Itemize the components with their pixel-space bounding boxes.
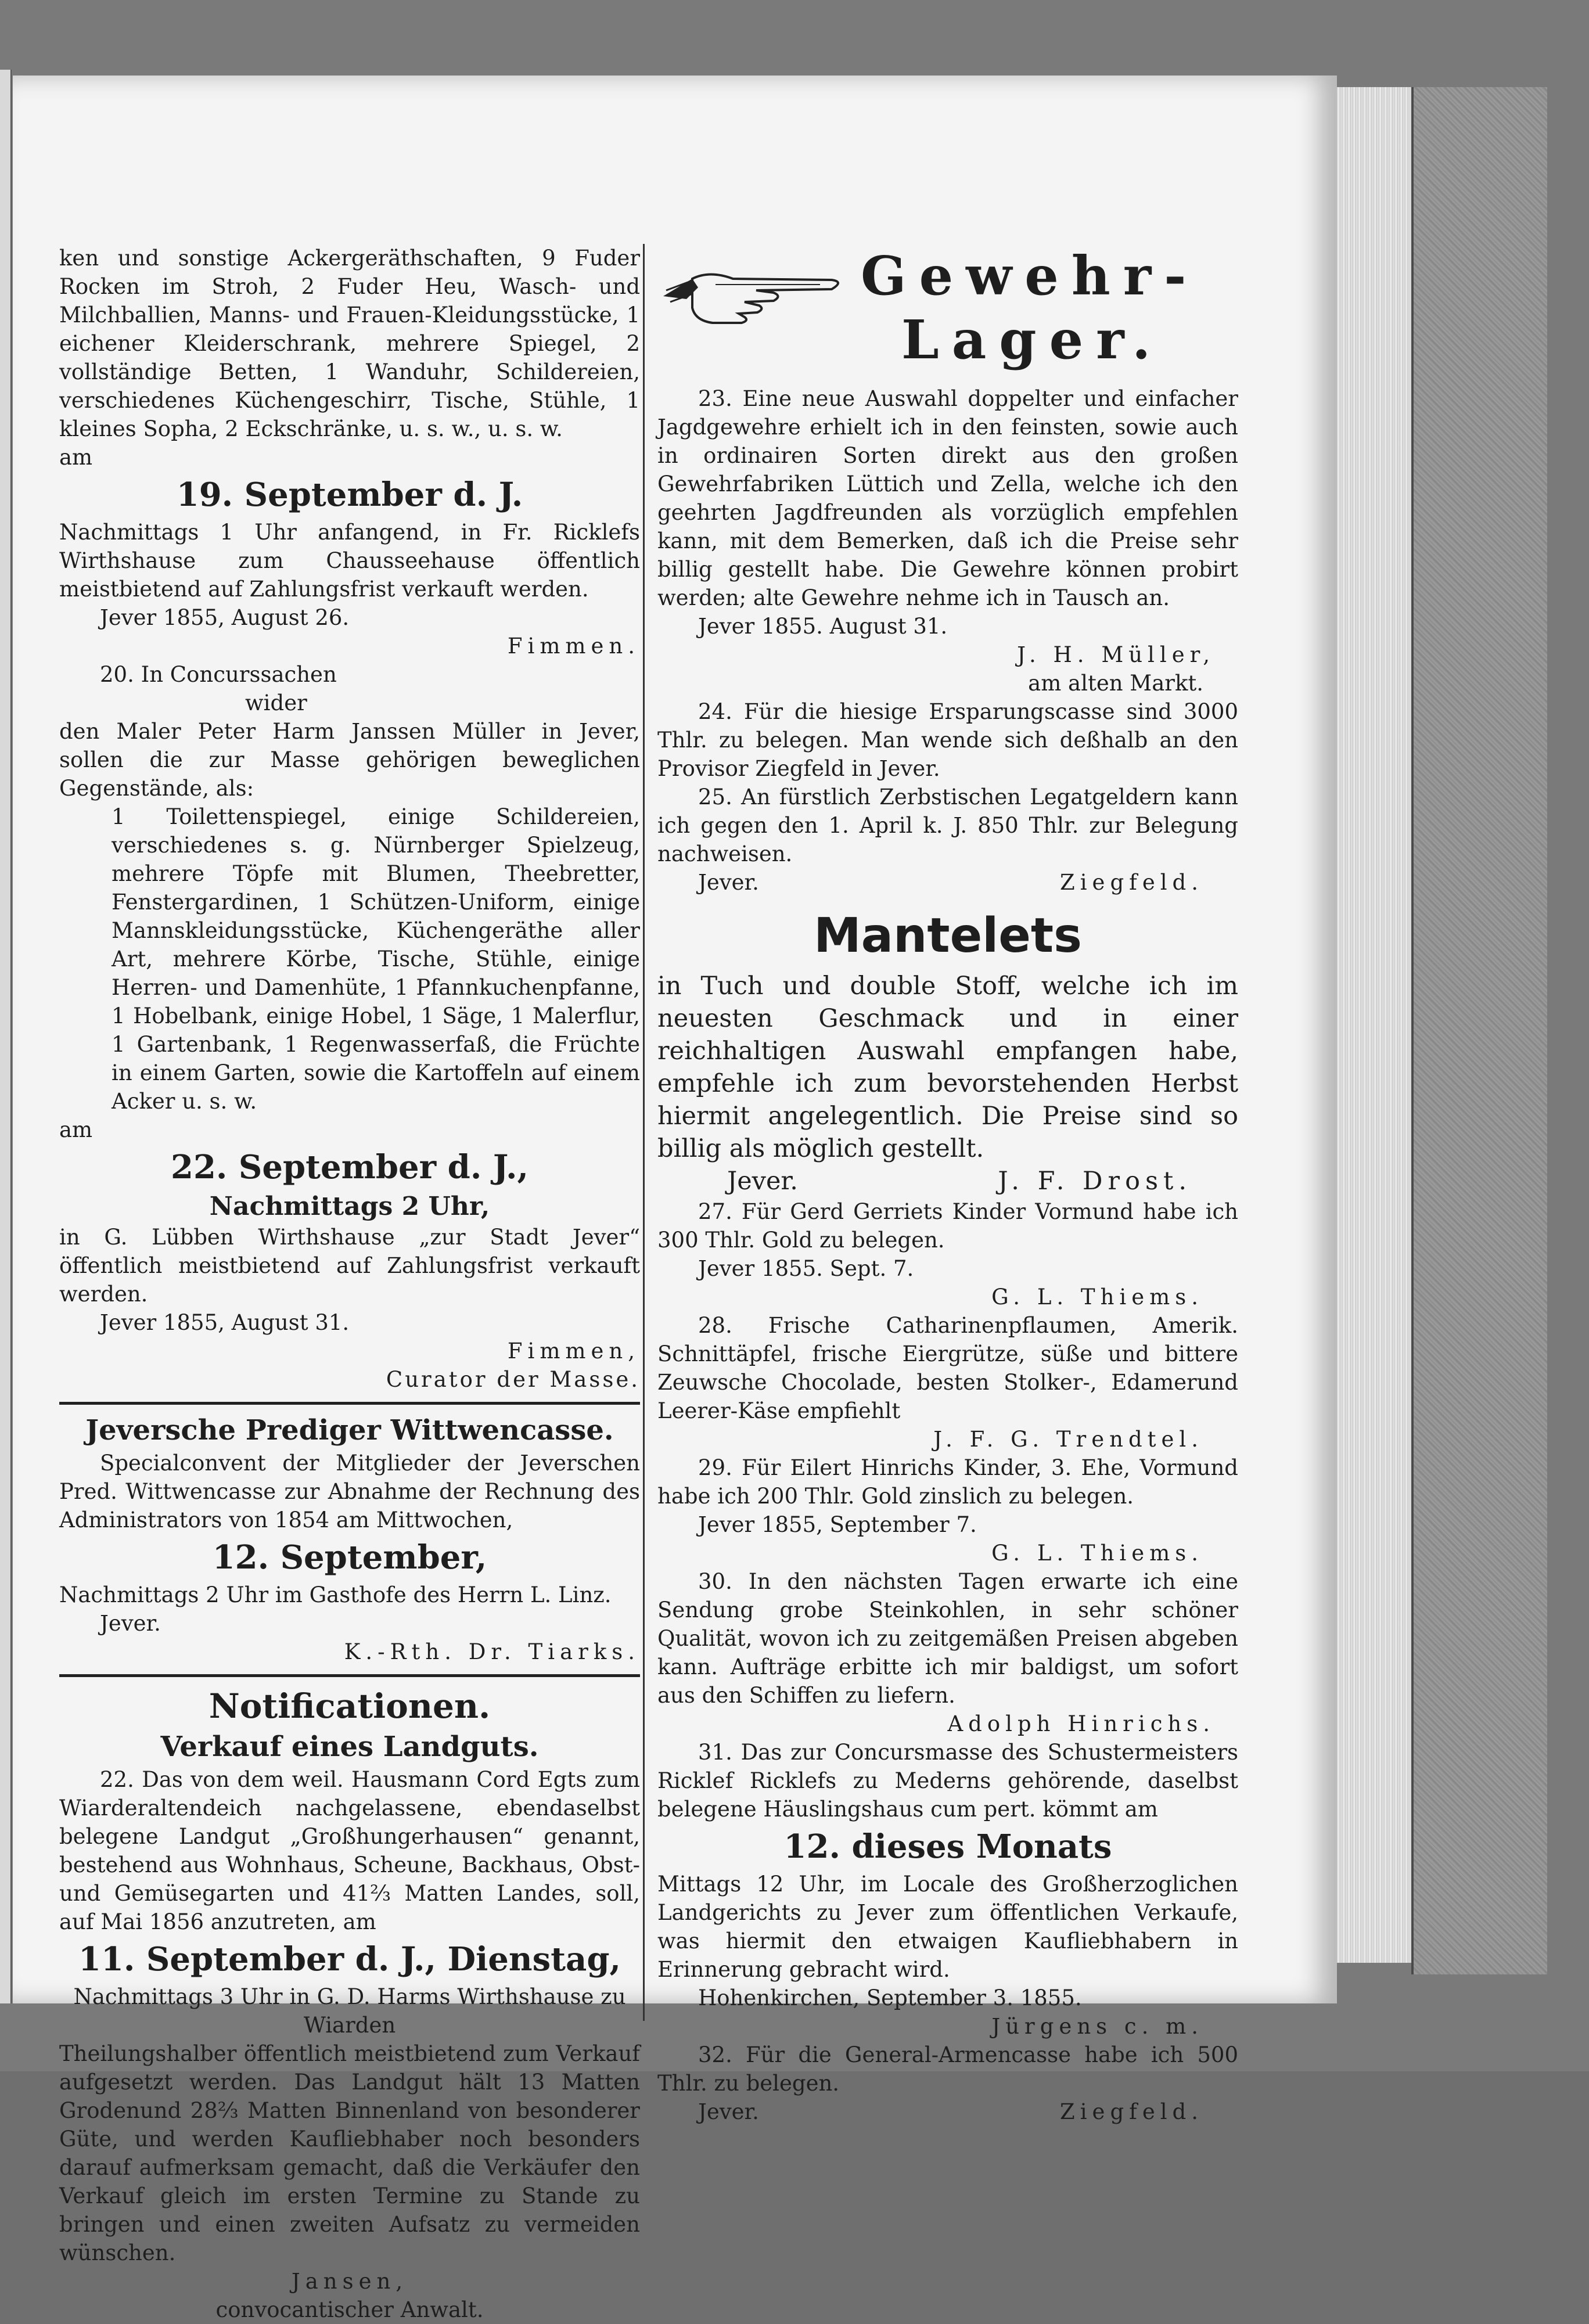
prediger-body: Specialconvent der Mitglieder der Jeverschen Pred. Wittwencasse zur Abnahme der Rechnung des Administrators von 1854 am Mittwochen, bbox=[59, 1451, 640, 1532]
notice-19 bbox=[59, 244, 640, 660]
notice-25-place: Jever. bbox=[698, 870, 759, 895]
notice-32 bbox=[657, 2041, 1238, 2126]
notice-20-signature2: Curator der Masse. bbox=[386, 1367, 640, 1392]
landgut-notice bbox=[59, 1728, 640, 2324]
prediger-signature: K.-Rth. Dr. Tiarks. bbox=[344, 1639, 640, 1664]
mantelets-title: Mantelets bbox=[814, 908, 1082, 963]
notice-25-body: 25. An fürstlich Zerbstischen Legatgeldern kann ich gegen den 1. April k. J. 850 Thlr. zur Belegung nachweisen. bbox=[657, 785, 1238, 866]
mantelets-body: in Tuch und double Stoff, welche ich im neuesten Geschmack und in einer reichhaltigen Auswahl empfangen habe, empfehle ich zum bevorstehenden Herbst hiermit angelegentlich. Die Preise sind so billig als möglich gestellt. bbox=[657, 972, 1238, 1163]
landgut-body: 22. Das von dem weil. Hausmann Cord Egts zum Wiarderaltendeich nachgelassene, ebendaselbst belegene Landgut „Großhungerhausen“ genannt, bestehend aus Wohnhaus, Scheune, Backhaus, Obst- und Gemüsegarten und 41⅔ Matten Landes, soll, auf Mai 1856 anzutreten, am bbox=[59, 1767, 640, 1934]
gewehr-place-date: Jever 1855. August 31. bbox=[698, 614, 948, 639]
right-column bbox=[657, 244, 1238, 2126]
notice-19-place-date: Jever 1855, August 26. bbox=[100, 605, 350, 630]
section-rule bbox=[59, 1674, 640, 1677]
notice-24: 24. Für die hiesige Ersparungscasse sind 3000 Thlr. zu belegen. Man wende sich deßhalb an den Provisor Ziegfeld in Jever. bbox=[657, 699, 1238, 781]
notice-30-body: 30. In den nächsten Tagen erwarte ich eine Sendung grobe Steinkohlen, in sehr schöner Qualität, wovon ich zu zeitgemäßen Preisen abgeben kann. Aufträge erbitte ich mir baldigst, um sofort aus den Schiffen zu liefern. bbox=[657, 1569, 1238, 1708]
page-block-edge bbox=[1330, 87, 1423, 1963]
notice-20-line2: wider bbox=[245, 690, 307, 715]
landgut-title: Verkauf eines Landguts. bbox=[160, 1731, 539, 1763]
prediger-body2: Nachmittags 2 Uhr im Gasthofe des Herrn L. Linz. bbox=[59, 1582, 612, 1607]
book-cover bbox=[1411, 87, 1547, 1974]
landgut-date: 11. September d. J., Dienstag, bbox=[78, 1940, 621, 1978]
landgut-body2: Nachmittags 3 Uhr in G. D. Harms Wirthshause zu Wiarden bbox=[73, 1984, 626, 2038]
landgut-body3: Theilungshalber öffentlich meistbietend zum Verkauf aufgesetzt werden. Das Landgut hält 13 Matten Grodenund 28⅔ Matten Binnenland von besonderer Güte, und werden Kaufliebhaber noch besonders darauf aufmerksam gemacht, daß die Verkäufer den Verkauf gleich im ersten Termine zu Stande zu bringen und einen zweiten Aufsatz zu vermeiden wünschen. bbox=[59, 2041, 640, 2265]
notice-27-place-date: Jever 1855. Sept. 7. bbox=[698, 1256, 914, 1281]
landgut-signature1: Jansen, bbox=[291, 2269, 408, 2294]
notice-25-signature: Ziegfeld. bbox=[1060, 870, 1203, 895]
notice-20-items: 1 Toilettenspiegel, einige Schildereien, verschiedenes s. g. Nürnberger Spielzeug, mehrere Töpfe mit Blumen, Theebretter, Fenstergardinen, 1 Schützen-Uniform, einige Mannskleidungsstücke, Küchengeräthe aller Art, mehrere Körbe, Tische, Stühle, einige Herren- und Damenhüte, 1 Pfannkuchenpfanne, 1 Hobelbank, einige Hobel, 1 Säge, 1 Malerflur, 1 Gartenbank, 1 Regenwasserfaß, die Früchte in einem Garten, sowie die Kartoffeln auf einem Acker u. s. w. bbox=[112, 804, 640, 1114]
notice-30 bbox=[657, 1567, 1238, 1738]
notice-20-am: am bbox=[59, 1117, 93, 1142]
notice-20-body2: in G. Lübben Wirthshause „zur Stadt Jever“ öffentlich meistbietend auf Zahlungsfrist verkauft werden. bbox=[59, 1225, 640, 1307]
notice-27 bbox=[657, 1197, 1238, 1311]
gewehr-signature2: am alten Markt. bbox=[1028, 671, 1203, 696]
landgut-signature2: convocantischer Anwalt. bbox=[215, 2297, 484, 2322]
notice-31 bbox=[657, 1738, 1238, 2041]
notice-25 bbox=[657, 783, 1238, 897]
notice-31-body2: Mittags 12 Uhr, im Locale des Großherzoglichen Landgerichts zu Jever zum öffentlichen Verkaufe, was hiermit den etwaigen Kaufliebhabern in Erinnerung gebracht wird. bbox=[657, 1872, 1238, 1982]
notifications-heading: Notificationen. bbox=[208, 1686, 491, 1726]
notice-25-footer bbox=[657, 868, 1238, 897]
notice-19-date: 19. September d. J. bbox=[176, 476, 523, 514]
notice-20 bbox=[59, 660, 640, 1394]
notice-31-place-date: Hohenkirchen, September 3. 1855. bbox=[698, 1985, 1082, 2010]
prediger-place: Jever. bbox=[100, 1611, 161, 1636]
notice-29-body: 29. Für Eilert Hinrichs Kinder, 3. Ehe, Vormund habe ich 200 Thlr. Gold zinslich zu belegen. bbox=[657, 1455, 1238, 1509]
gewehr-title: Gewehr- bbox=[861, 244, 1199, 307]
notice-32-footer bbox=[657, 2098, 1238, 2126]
column-divider bbox=[643, 244, 645, 2021]
lager-title: Lager. bbox=[901, 308, 1164, 371]
notice-19-items: ken und sonstige Ackergeräthschaften, 9 Fuder Rocken im Stroh, 2 Fuder Heu, Wasch- und Milchballien, Manns- und Frauen-Kleidungsstücke, 1 eichener Kleiderschrank, mehrere Spiegel, 2 vollständige Betten, 1 Wanduhr, Schildereien, verschiedenes Küchengeschirr, Tische, Stühle, 1 kleines Sopha, 2 Eckschränke, u. s. w., u. s. w. bbox=[59, 246, 640, 441]
notice-20-body: den Maler Peter Harm Janssen Müller in Jever, sollen die zur Masse gehörigen beweglichen Gegenstände, als: bbox=[59, 719, 640, 801]
notice-28 bbox=[657, 1311, 1238, 1454]
previous-page-edge bbox=[0, 70, 12, 2003]
gewehr-signature1: J. H. Müller, bbox=[1017, 642, 1215, 667]
prediger-date: 12. September, bbox=[212, 1538, 487, 1577]
gewehr-notice bbox=[657, 244, 1238, 697]
newspaper-page bbox=[13, 75, 1337, 2322]
mantelets-footer bbox=[657, 1165, 1238, 1197]
notice-29 bbox=[657, 1454, 1238, 1567]
notice-31-body: 31. Das zur Concursmasse des Schustermeisters Ricklef Ricklefs zu Mederns gehörende, daselbst belegene Häuslingshaus cum pert. kömmt am bbox=[657, 1740, 1238, 1822]
notice-27-signature: G. L. Thiems. bbox=[991, 1285, 1203, 1310]
notice-20-date: 22. September d. J., bbox=[171, 1148, 529, 1186]
notice-27-body: 27. Für Gerd Gerriets Kinder Vormund habe ich 300 Thlr. Gold zu belegen. bbox=[657, 1199, 1238, 1253]
section-rule bbox=[59, 1402, 640, 1405]
notice-19-am: am bbox=[59, 445, 93, 470]
notice-29-place-date: Jever 1855, September 7. bbox=[698, 1512, 977, 1537]
notice-31-date: 12. dieses Monats bbox=[783, 1827, 1112, 1866]
gewehr-header bbox=[657, 244, 1238, 377]
notice-20-line1: 20. In Concurssachen bbox=[100, 662, 337, 687]
notice-32-signature: Ziegfeld. bbox=[1060, 2099, 1203, 2124]
notice-29-signature: G. L. Thiems. bbox=[991, 1541, 1203, 1566]
mantelets-place: Jever. bbox=[727, 1167, 798, 1196]
notice-20-signature1: Fimmen, bbox=[507, 1339, 640, 1364]
notice-28-signature: J. F. G. Trendtel. bbox=[933, 1427, 1203, 1452]
pointing-hand-icon bbox=[657, 256, 849, 325]
notice-32-place: Jever. bbox=[698, 2099, 759, 2124]
notice-20-time: Nachmittags 2 Uhr, bbox=[209, 1192, 490, 1221]
gewehr-body: 23. Eine neue Auswahl doppelter und einfacher Jagdgewehre erhielt ich in den feinsten, sowie auch in ordinairen Sorten direkt aus den großen Gewehrfabriken Lüttich und Zella, welche ich den geehrten Jagdfreunden als vorzüglich empfehlen kann, mit dem Bemerken, daß ich die Preise sehr billig gestellt habe. Die Gewehre können probirt werden; alte Gewehre nehme ich in Tausch an. bbox=[657, 386, 1238, 610]
mantelets-notice bbox=[657, 907, 1238, 1197]
notice-31-signature: Jürgens c. m. bbox=[991, 2014, 1203, 2039]
prediger-title: Jeversche Prediger Wittwencasse. bbox=[85, 1414, 614, 1447]
notice-28-body: 28. Frische Catharinenpflaumen, Amerik. Schnittäpfel, frische Eiergrütze, süße und bittere Zeuwsche Chocolade, besten Stolker-, Edamerund Leerer-Käse empfiehlt bbox=[657, 1313, 1238, 1423]
left-column bbox=[59, 244, 640, 2324]
notice-32-body: 32. Für die General-Armencasse habe ich 500 Thlr. zu belegen. bbox=[657, 2042, 1238, 2096]
prediger-notice bbox=[59, 1412, 640, 1666]
notice-30-signature: Adolph Hinrichs. bbox=[947, 1711, 1215, 1736]
mantelets-signature: J. F. Drost. bbox=[998, 1167, 1192, 1196]
notice-19-body: Nachmittags 1 Uhr anfangend, in Fr. Ricklefs Wirthshause zum Chausseehause öffentlich meistbietend auf Zahlungsfrist verkauft werden. bbox=[59, 520, 640, 602]
notice-20-place-date: Jever 1855, August 31. bbox=[100, 1310, 350, 1335]
notice-19-signature: Fimmen. bbox=[507, 634, 640, 659]
